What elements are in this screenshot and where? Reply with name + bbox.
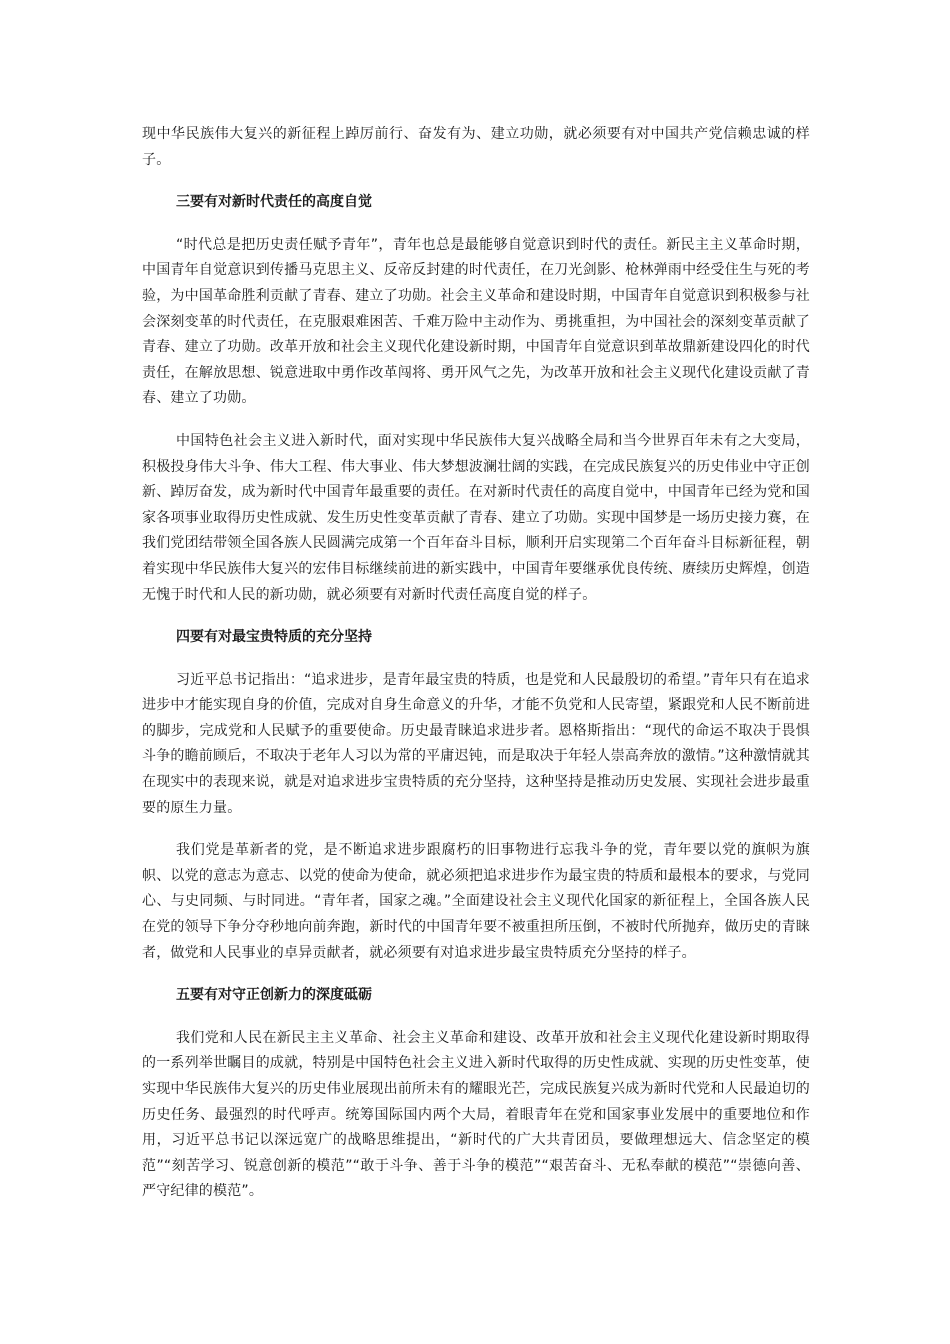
paragraph: 我们党和人民在新民主主义革命、社会主义革命和建设、改革开放和社会主义现代化建设新时期取得的一系列举世瞩目的成就，特别是中国特色社会主义进入新时代取得的历史性成就、实现的历史性变革，使实现中华民族伟大复兴的历史伟业展现出前所未有的耀眼光芒，完成民族复兴成为新时代党和人民最迫切的历史任务、最强烈的时代呼声。统筹国际国内两个大局，着眼青年在党和国家事业发展中的重要地位和作用，习近平总书记以深远宽广的战略思维提出，“新时代的广大共青团员，要做理想远大、信念坚定的模范”“刻苦学习、锐意创新的模范”“敢于斗争、善于斗争的模范”“艰苦奋斗、无私奉献的模范”“崇德向善、严守纪律的模范”。 bbox=[142, 1029, 810, 1200]
paragraph: 中国特色社会主义进入新时代，面对实现中华民族伟大复兴战略全局和当今世界百年未有之大变局，积极投身伟大斗争、伟大工程、伟大事业、伟大梦想波澜壮阔的实践，在完成民族复兴的历史伟业中守正创新、踔厉奋发，成为新时代中国青年最重要的责任。在对新时代责任的高度自觉中，中国青年已经为党和国家各项事业取得历史性成就、发生历史性变革贡献了青春、建立了功勋。实现中国梦是一场历史接力赛，在我们党团结带领全国各族人民圆满完成第一个百年奋斗目标，顺利开启实现第二个百年奋斗目标新征程，朝着实现中华民族伟大复兴的宏伟目标继续前进的新实践中，中国青年要继承优良传统、赓续历史辉煌，创造无愧于时代和人民的新功勋，就必须要有对新时代责任高度自觉的样子。 bbox=[142, 432, 810, 603]
section-heading-4: 四要有对最宝贵特质的充分坚持 bbox=[176, 629, 372, 646]
section-heading-3: 三要有对新时代责任的高度自觉 bbox=[176, 194, 372, 211]
paragraph: “时代总是把历史责任赋予青年”，青年也总是最能够自觉意识到时代的责任。新民主主义革命时期，中国青年自觉意识到传播马克思主义、反帝反封建的时代责任，在刀光剑影、枪林弹雨中经受住生与死的考验，为中国革命胜利贡献了青春、建立了功勋。社会主义革命和建设时期，中国青年自觉意识到积极参与社会深刻变革的时代责任，在克服艰难困苦、千难万险中主动作为、勇挑重担，为中国社会的深刻变革贡献了青春、建立了功勋。改革开放和社会主义现代化建设新时期，中国青年自觉意识到革故鼎新建设四化的时代责任，在解放思想、锐意进取中勇作改革闯将、勇开风气之先，为改革开放和社会主义现代化建设贡献了青春、建立了功勋。 bbox=[142, 236, 810, 407]
document-page bbox=[142, 122, 810, 1222]
paragraph-continued: 现中华民族伟大复兴的新征程上踔厉前行、奋发有为、建立功勋，就必须要有对中国共产党信赖忠诚的样子。 bbox=[142, 126, 810, 168]
section-heading-5: 五要有对守正创新力的深度砥砺 bbox=[176, 987, 372, 1004]
paragraph: 习近平总书记指出：“追求进步，是青年最宝贵的特质，也是党和人民最殷切的希望。”青年只有在追求进步中才能实现自身的价值，完成对自身生命意义的升华，才能不负党和人民寄望，紧跟党和人民不断前进的脚步，完成党和人民赋予的重要使命。历史最青睐追求进步者。恩格斯指出：“现代的命运不取决于畏惧斗争的瞻前顾后，不取决于老年人习以为常的平庸迟钝，而是取决于年轻人崇高奔放的激情。”这种激情就其在现实中的表现来说，就是对追求进步宝贵特质的充分坚持，这种坚持是推动历史发展、实现社会进步最重要的原生力量。 bbox=[142, 671, 810, 816]
paragraph: 我们党是革新者的党，是不断追求进步跟腐朽的旧事物进行忘我斗争的党，青年要以党的旗帜为旗帜、以党的意志为意志、以党的使命为使命，就必须把追求进步作为最宝贵的特质和最根本的要求，与党同心、与史同频、与时同进。“青年者，国家之魂。”全面建设社会主义现代化国家的新征程上，全国各族人民在党的领导下争分夺秒地向前奔跑，新时代的中国青年要不被重担所压倒，不被时代所抛弃，做历史的青睐者，做党和人民事业的卓异贡献者，就必须要有对追求进步最宝贵特质充分坚持的样子。 bbox=[142, 842, 810, 961]
